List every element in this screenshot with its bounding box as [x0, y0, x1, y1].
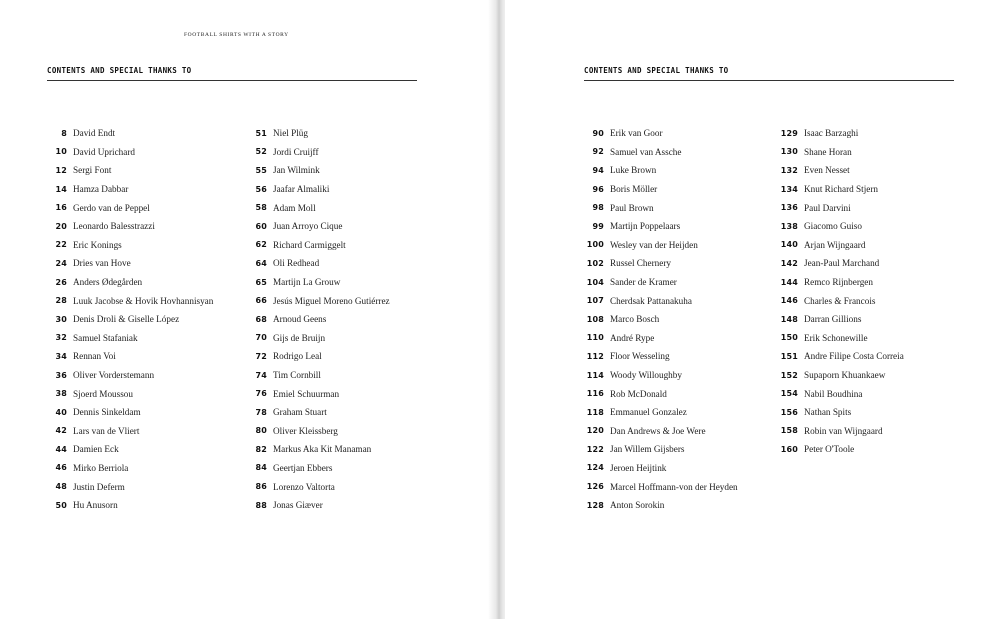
contributor-name: Remco Rijnbergen [804, 277, 873, 288]
page-number: 66 [255, 296, 267, 306]
page-number: 16 [55, 203, 67, 213]
contents-entry [777, 366, 904, 385]
contributor-name: Leonardo Balesstrazzi [73, 221, 155, 232]
contributor-name: Denis Droli & Giselle López [73, 314, 180, 325]
contents-entry [247, 124, 390, 143]
contents-entry [777, 198, 904, 217]
contents-entry [247, 329, 390, 348]
page-number: 58 [255, 203, 267, 213]
contributor-name: Rennan Voi [73, 351, 116, 362]
contents-entry [47, 459, 213, 478]
contributor-name: Sergi Font [73, 165, 112, 176]
page-number: 70 [255, 333, 267, 343]
contributor-name: Sjoerd Moussou [73, 388, 133, 399]
contents-entry [583, 440, 738, 459]
page-number: 34 [55, 351, 67, 361]
contributor-name: Jonas Giæver [273, 500, 323, 511]
page-number: 88 [255, 500, 267, 510]
contributor-name: Justin Deferm [73, 481, 125, 492]
page-number: 142 [780, 258, 798, 268]
contributor-name: Supaporn Khuankaew [804, 370, 886, 381]
contributor-name: Wesley van der Heijden [610, 239, 698, 250]
contributor-name: Hamza Dabbar [73, 184, 129, 195]
contents-entry [583, 254, 738, 273]
page-number: 134 [780, 184, 798, 194]
contributor-name: Andre Filipe Costa Correia [804, 351, 904, 362]
page-number: 84 [255, 463, 267, 473]
page-number: 86 [255, 482, 267, 492]
contributor-name: Erik van Goor [610, 128, 663, 139]
contents-entry [247, 477, 390, 496]
contents-entry [583, 329, 738, 348]
contents-entry [247, 440, 390, 459]
page-number: 80 [255, 426, 267, 436]
contents-entry [777, 273, 904, 292]
contributor-name: David Endt [73, 128, 116, 139]
contributor-name: Dan Andrews & Joe Were [610, 425, 706, 436]
contents-entry [47, 440, 213, 459]
contributor-name: Luke Brown [610, 165, 657, 176]
contributor-name: Graham Stuart [273, 407, 327, 418]
contents-entry [247, 143, 390, 162]
contents-entry [583, 217, 738, 236]
contributor-name: Martijn La Grouw [273, 277, 341, 288]
contents-entry [583, 459, 738, 478]
page-number: 160 [780, 444, 798, 454]
contributor-name: Tim Cornbill [273, 370, 321, 381]
contributor-name: Damien Eck [73, 444, 119, 455]
page-number: 42 [55, 426, 67, 436]
page-number: 150 [780, 333, 798, 343]
contents-entry [47, 236, 213, 255]
contributor-name: Peter O'Toole [804, 444, 855, 455]
contents-entry [247, 310, 390, 329]
contributor-name: Giacomo Guiso [804, 221, 862, 232]
contents-entry [583, 347, 738, 366]
contents-entry [47, 477, 213, 496]
page-number: 72 [255, 351, 267, 361]
contents-entry [47, 198, 213, 217]
contributor-name: Anders Ødegården [73, 277, 143, 288]
page-number: 8 [61, 128, 67, 138]
contributor-name: Adam Moll [273, 202, 316, 213]
contents-entry [583, 143, 738, 162]
contributor-name: Juan Arroyo Cique [273, 221, 343, 232]
contributor-name: Jeroen Heijtink [610, 462, 667, 473]
contents-entry [247, 384, 390, 403]
contents-entry [777, 180, 904, 199]
contents-entry [583, 384, 738, 403]
left-page [0, 0, 493, 619]
page-number: 126 [586, 482, 604, 492]
contributor-name: Samuel van Assche [610, 146, 682, 157]
running-head: FOOTBALL SHIRTS WITH A STORY [184, 32, 289, 38]
contributor-name: Sander de Kramer [610, 277, 677, 288]
page-number: 46 [55, 463, 67, 473]
page-number: 146 [780, 296, 798, 306]
contributor-name: Emiel Schuurman [273, 388, 340, 399]
heading-rule [584, 80, 954, 81]
contributor-name: Arjan Wijngaard [804, 239, 866, 250]
contributor-name: Cherdsak Pattanakuha [610, 295, 692, 306]
contents-column [247, 124, 390, 514]
contributor-name: Paul Brown [610, 202, 654, 213]
contributor-name: Dries van Hove [73, 258, 131, 269]
contents-entry [247, 403, 390, 422]
contributor-name: Darran Gillions [804, 314, 862, 325]
page-number: 50 [55, 500, 67, 510]
contents-entry [777, 347, 904, 366]
contributor-name: Eric Konings [73, 239, 122, 250]
contents-entry [47, 291, 213, 310]
page-number: 158 [780, 426, 798, 436]
contents-entry [583, 180, 738, 199]
contributor-name: Lorenzo Valtorta [273, 481, 335, 492]
page-number: 128 [586, 500, 604, 510]
page-number: 52 [255, 147, 267, 157]
contents-entry [777, 440, 904, 459]
page-number: 76 [255, 389, 267, 399]
contents-entry [583, 198, 738, 217]
contents-entry [583, 291, 738, 310]
contributor-name: Russel Chernery [610, 258, 671, 269]
page-number: 129 [780, 128, 798, 138]
contents-entry [47, 329, 213, 348]
contributor-name: Floor Wesseling [610, 351, 670, 362]
page-number: 51 [255, 128, 267, 138]
contributor-name: Hu Anusorn [73, 500, 118, 511]
contents-entry [247, 180, 390, 199]
contributor-name: Charles & Francois [804, 295, 876, 306]
contents-entry [583, 477, 738, 496]
contributor-name: Jaafar Almaliki [273, 184, 330, 195]
page-number: 110 [586, 333, 604, 343]
heading-rule [47, 80, 417, 81]
page-number: 92 [592, 147, 604, 157]
page-number: 26 [55, 277, 67, 287]
contents-entry [777, 161, 904, 180]
contents-entry [777, 143, 904, 162]
contributor-name: Knut Richard Stjern [804, 184, 878, 195]
page-number: 144 [780, 277, 798, 287]
contents-entry [47, 384, 213, 403]
contributor-name: Jean-Paul Marchand [804, 258, 880, 269]
contents-entry [583, 366, 738, 385]
contributor-name: Arnoud Geens [273, 314, 327, 325]
page-number: 120 [586, 426, 604, 436]
contents-entry [47, 422, 213, 441]
page-number: 36 [55, 370, 67, 380]
section-heading: CONTENTS AND SPECIAL THANKS TO [584, 66, 729, 75]
contributor-name: Nathan Spits [804, 407, 852, 418]
contents-entry [47, 217, 213, 236]
page-number: 132 [780, 165, 798, 175]
page-number: 12 [55, 165, 67, 175]
contents-entry [583, 422, 738, 441]
contributor-name: Rodrigo Leal [273, 351, 322, 362]
contributor-name: Lars van de Vliert [73, 425, 140, 436]
page-number: 56 [255, 184, 267, 194]
contributor-name: Jan Willem Gijsbers [610, 444, 685, 455]
contents-entry [777, 291, 904, 310]
page-number: 64 [255, 258, 267, 268]
page-number: 65 [255, 277, 267, 287]
page-number: 108 [586, 314, 604, 324]
contents-entry [247, 198, 390, 217]
contents-entry [777, 124, 904, 143]
contributor-name: Paul Darvini [804, 202, 851, 213]
page-number: 130 [780, 147, 798, 157]
page-number: 68 [255, 314, 267, 324]
contents-entry [777, 422, 904, 441]
contents-entry [47, 254, 213, 273]
page-number: 38 [55, 389, 67, 399]
page-number: 107 [586, 296, 604, 306]
contents-entry [247, 217, 390, 236]
page-number: 140 [780, 240, 798, 250]
contents-entry [47, 124, 213, 143]
page-number: 138 [780, 221, 798, 231]
page-number: 98 [592, 203, 604, 213]
contents-entry [47, 143, 213, 162]
contents-entry [47, 273, 213, 292]
contributor-name: Gijs de Bruijn [273, 332, 326, 343]
contents-entry [47, 366, 213, 385]
page-number: 116 [586, 389, 604, 399]
contents-entry [583, 124, 738, 143]
contributor-name: Richard Carmiggelt [273, 239, 346, 250]
contents-column [47, 124, 213, 514]
contributor-name: Jan Wilmink [273, 165, 320, 176]
page-number: 30 [55, 314, 67, 324]
page-number: 122 [586, 444, 604, 454]
contents-entry [47, 347, 213, 366]
page-number: 40 [55, 407, 67, 417]
contributor-name: Shane Horan [804, 146, 852, 157]
page-number: 156 [780, 407, 798, 417]
contents-entry [247, 273, 390, 292]
page-number: 148 [780, 314, 798, 324]
page-number: 100 [586, 240, 604, 250]
page-number: 22 [55, 240, 67, 250]
contents-entry [247, 291, 390, 310]
right-page [505, 0, 1000, 619]
section-heading: CONTENTS AND SPECIAL THANKS TO [47, 66, 192, 75]
contributor-name: Dennis Sinkeldam [73, 407, 141, 418]
contributor-name: Samuel Stafaniak [73, 332, 138, 343]
contributor-name: David Uprichard [73, 146, 135, 157]
page-number: 104 [586, 277, 604, 287]
contents-entry [47, 180, 213, 199]
contributor-name: Mirko Berriola [73, 462, 129, 473]
page-number: 114 [586, 370, 604, 380]
contents-entry [777, 254, 904, 273]
page-number: 102 [586, 258, 604, 268]
contents-entry [47, 403, 213, 422]
contributor-name: Even Nesset [804, 165, 850, 176]
page-number: 90 [592, 128, 604, 138]
page-number: 28 [55, 296, 67, 306]
contents-entry [247, 161, 390, 180]
contents-entry [247, 459, 390, 478]
contents-entry [247, 254, 390, 273]
page-number: 152 [780, 370, 798, 380]
contents-entry [777, 329, 904, 348]
contents-entry [247, 496, 390, 515]
page-number: 74 [255, 370, 267, 380]
contributor-name: Woody Willoughby [610, 370, 682, 381]
page-number: 96 [592, 184, 604, 194]
contributor-name: Nabil Boudhina [804, 388, 863, 399]
contributor-name: Anton Sorokin [610, 500, 665, 511]
contributor-name: Robin van Wijngaard [804, 425, 883, 436]
contributor-name: Gerdo van de Peppel [73, 202, 150, 213]
page-number: 20 [55, 221, 67, 231]
contents-entry [47, 161, 213, 180]
contributor-name: André Rype [610, 332, 655, 343]
contributor-name: Marco Bosch [610, 314, 660, 325]
page-number: 14 [55, 184, 67, 194]
page-number: 78 [255, 407, 267, 417]
contributor-name: Isaac Barzaghi [804, 128, 859, 139]
page-number: 82 [255, 444, 267, 454]
contributor-name: Jesús Miguel Moreno Gutiérrez [273, 295, 390, 306]
page-number: 24 [55, 258, 67, 268]
page-number: 136 [780, 203, 798, 213]
page-number: 10 [55, 147, 67, 157]
contributor-name: Luuk Jacobse & Hovik Hovhannisyan [73, 295, 214, 306]
contributor-name: Emmanuel Gonzalez [610, 407, 687, 418]
contents-entry [777, 310, 904, 329]
contributor-name: Erik Schonewille [804, 332, 868, 343]
contents-entry [583, 496, 738, 515]
page-number: 151 [780, 351, 798, 361]
contents-entry [777, 236, 904, 255]
page-number: 62 [255, 240, 267, 250]
contents-entry [583, 161, 738, 180]
contents-entry [247, 366, 390, 385]
contributor-name: Markus Aka Kit Manaman [273, 444, 372, 455]
contents-entry [777, 217, 904, 236]
contents-entry [247, 422, 390, 441]
page-number: 99 [592, 221, 604, 231]
contributor-name: Oli Redhead [273, 258, 320, 269]
page-number: 124 [586, 463, 604, 473]
contents-entry [777, 384, 904, 403]
contents-entry [47, 496, 213, 515]
contents-column [777, 124, 904, 459]
contents-entry [583, 310, 738, 329]
contributor-name: Rob McDonald [610, 388, 667, 399]
contributor-name: Oliver Vorderstemann [73, 370, 155, 381]
page-number: 94 [592, 165, 604, 175]
contents-entry [47, 310, 213, 329]
contents-column [583, 124, 738, 514]
contributor-name: Geertjan Ebbers [273, 462, 333, 473]
contributor-name: Jordi Cruijff [273, 146, 319, 157]
page-number: 112 [586, 351, 604, 361]
contributor-name: Martijn Poppelaars [610, 221, 681, 232]
contents-entry [247, 236, 390, 255]
page-number: 48 [55, 482, 67, 492]
contributor-name: Marcel Hoffmann-von der Heyden [610, 481, 738, 492]
contents-entry [583, 403, 738, 422]
contributor-name: Oliver Kleissberg [273, 425, 338, 436]
page-number: 44 [55, 444, 67, 454]
contributor-name: Niel Plüg [273, 128, 308, 139]
contents-entry [583, 273, 738, 292]
contents-entry [583, 236, 738, 255]
page-number: 32 [55, 333, 67, 343]
contributor-name: Boris Möller [610, 184, 658, 195]
page-number: 154 [780, 389, 798, 399]
page-number: 118 [586, 407, 604, 417]
page-number: 55 [255, 165, 267, 175]
page-number: 60 [255, 221, 267, 231]
contents-entry [247, 347, 390, 366]
contents-entry [777, 403, 904, 422]
